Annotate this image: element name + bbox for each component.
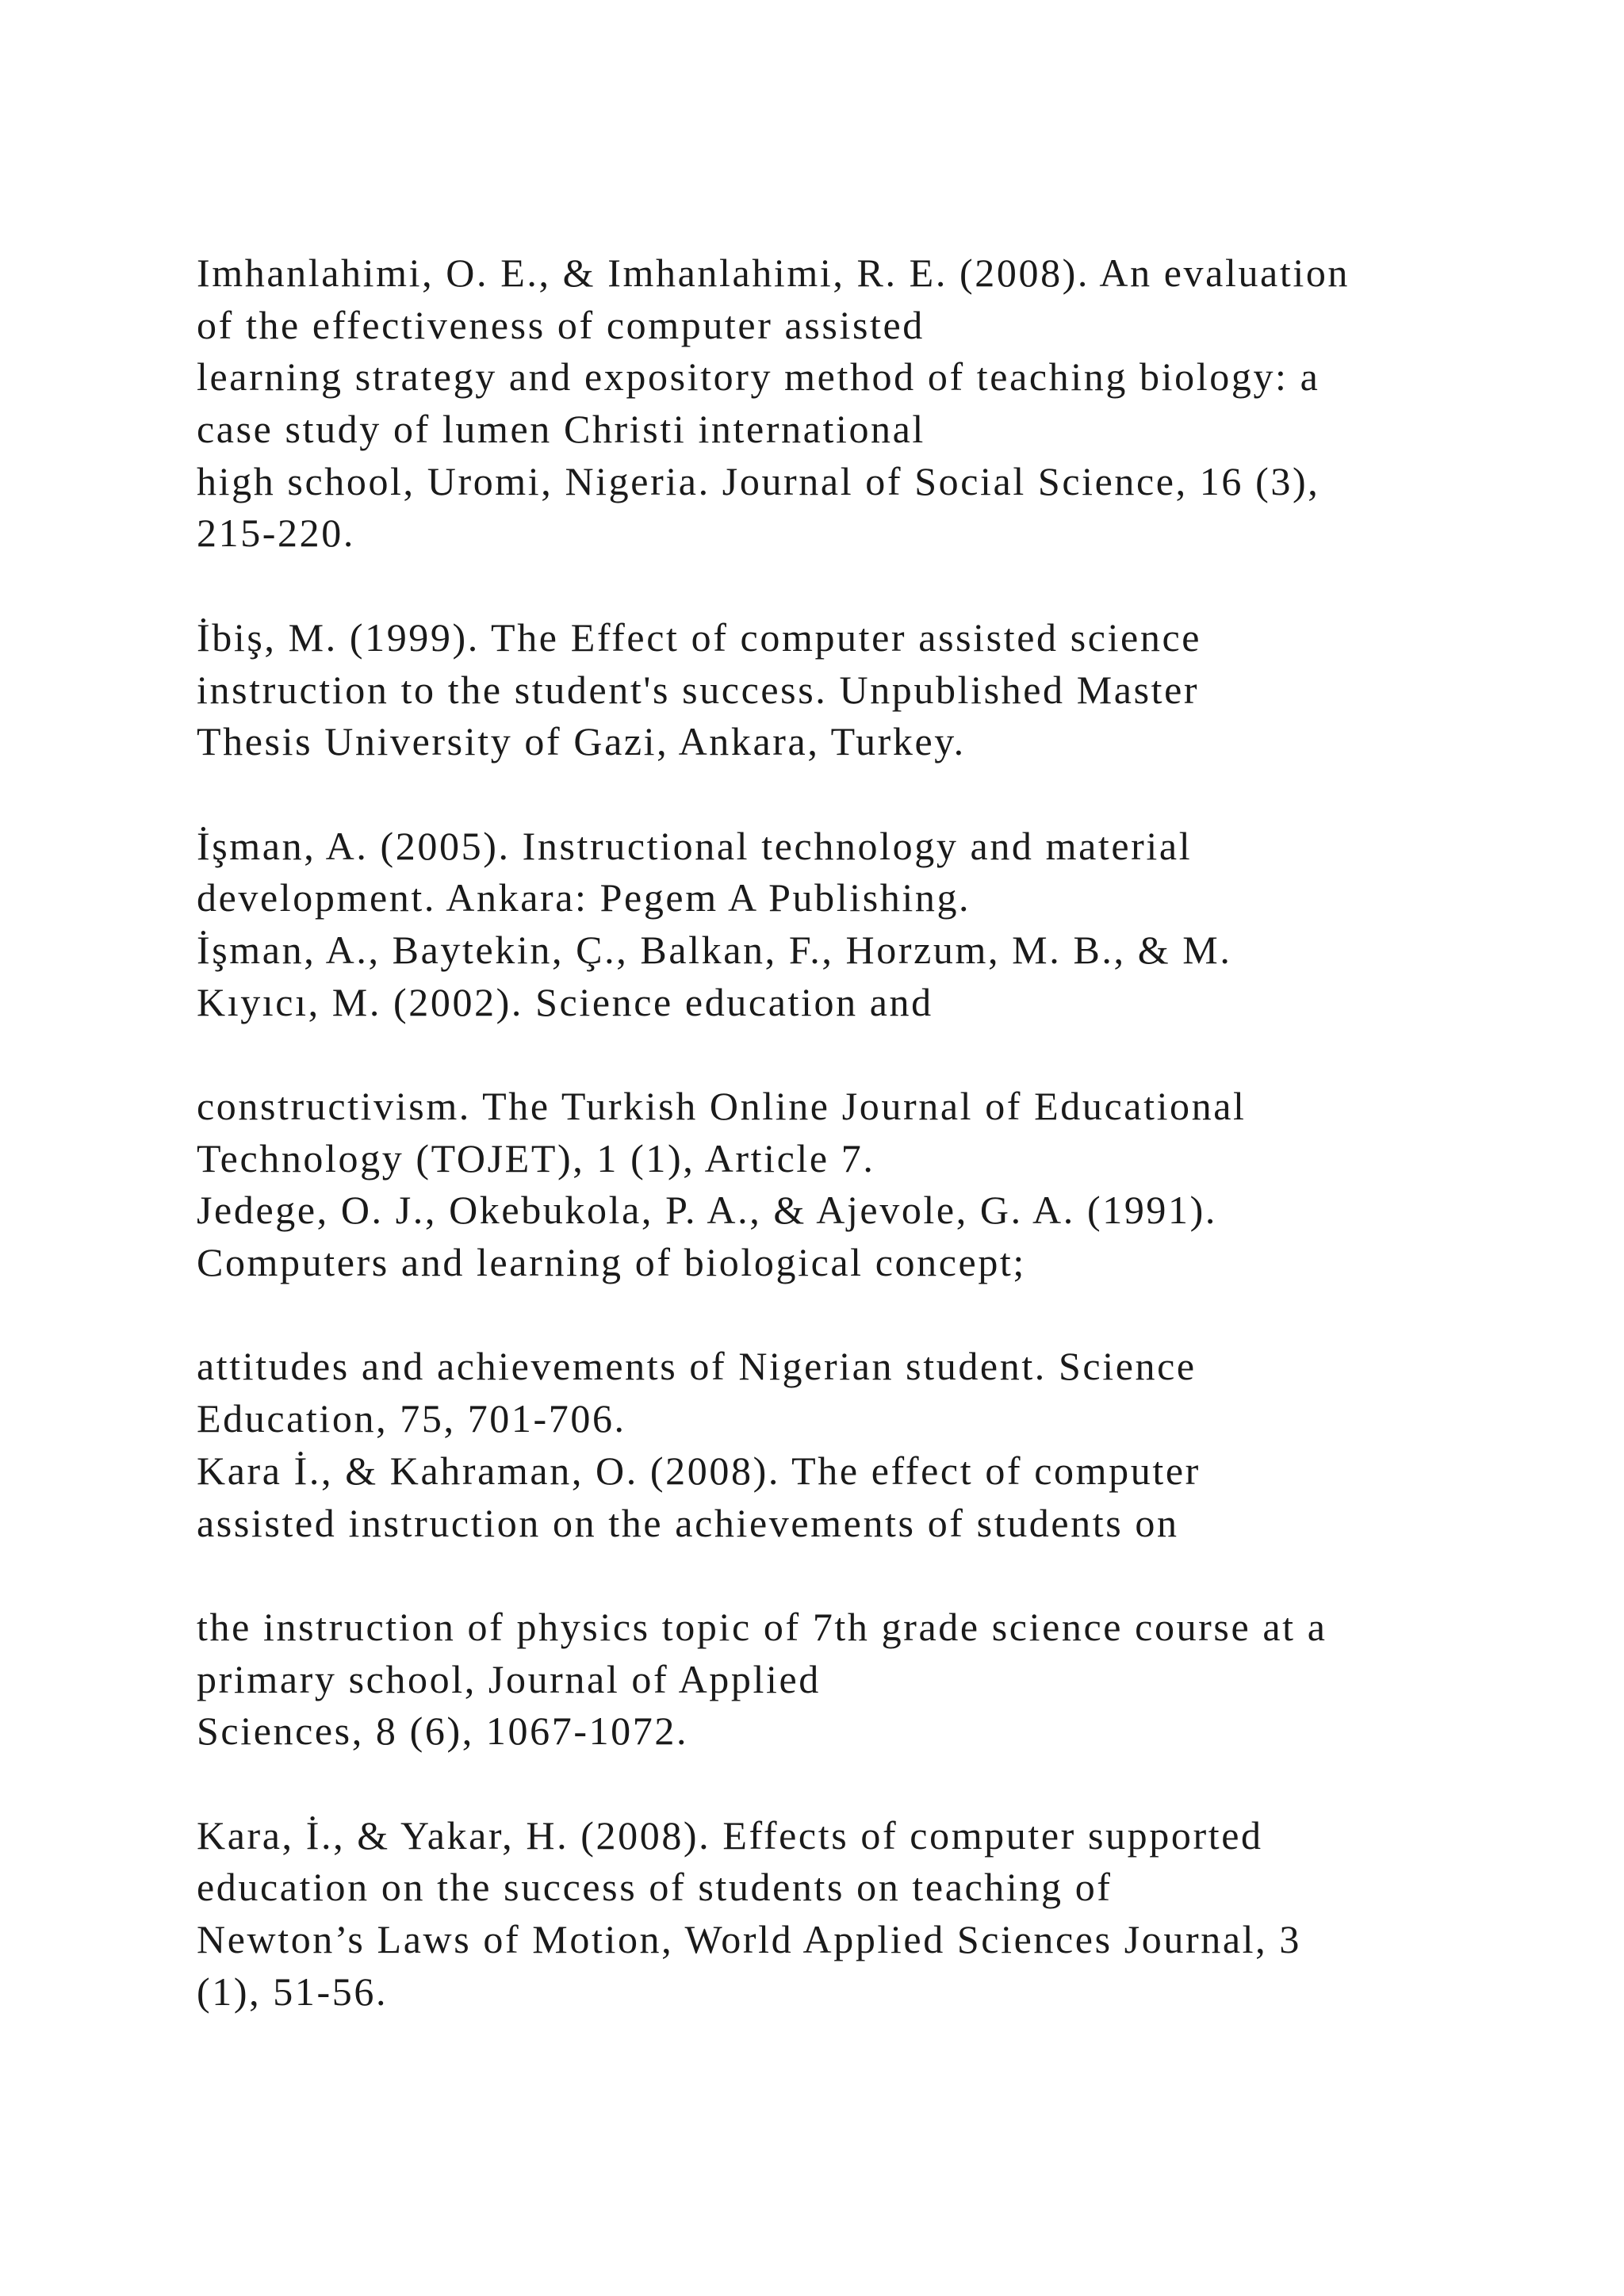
blank-line xyxy=(197,768,1545,821)
text-line: İbiş, M. (1999). The Effect of computer assisted science xyxy=(197,614,1202,660)
blank-line xyxy=(197,560,1545,612)
text-line: education on the success of students on teaching of xyxy=(197,1865,1113,1910)
text-line: Thesis University of Gazi, Ankara, Turkey. xyxy=(197,719,966,764)
text-line: Technology (TOJET), 1 (1), Article 7. xyxy=(197,1135,875,1181)
blank-line xyxy=(197,1028,1545,1081)
text-line: assisted instruction on the achievements of students on xyxy=(197,1500,1179,1545)
text-line: Sciences, 8 (6), 1067-1072. xyxy=(197,1709,689,1754)
text-line: case study of lumen Christi international xyxy=(197,407,925,452)
blank-line xyxy=(197,1758,1545,1810)
text-line: İşman, A. (2005). Instructional technology and material xyxy=(197,823,1193,868)
text-line: Education, 75, 701-706. xyxy=(197,1396,626,1441)
text-line: the instruction of physics topic of 7th grade science course at a xyxy=(197,1604,1327,1649)
text-line: Jedege, O. J., Okebukola, P. A., & Ajevole, G. A. (1991). xyxy=(197,1188,1217,1233)
text-line: (1), 51-56. xyxy=(197,1969,389,2014)
text-line: high school, Uromi, Nigeria. Journal of Social Science, 16 (3), xyxy=(197,458,1320,503)
reference-list xyxy=(197,247,1545,2018)
text-line: Kara, İ., & Yakar, H. (2008). Effects of computer supported xyxy=(197,1812,1263,1858)
text-line: attitudes and achievements of Nigerian student. Science xyxy=(197,1344,1197,1389)
blank-line xyxy=(197,1289,1545,1341)
text-line: Computers and learning of biological concept; xyxy=(197,1240,1026,1285)
text-line: İşman, A., Baytekin, Ç., Balkan, F., Horzum, M. B., & M. xyxy=(197,927,1232,972)
text-line: 215-220. xyxy=(197,511,355,556)
text-line: instruction to the student's success. Unpublished Master xyxy=(197,667,1200,712)
text-line: of the effectiveness of computer assisted xyxy=(197,302,925,347)
text-line: Imhanlahimi, O. E., & Imhanlahimi, R. E. (2008). An evaluation xyxy=(197,251,1350,295)
blank-line xyxy=(197,1549,1545,1601)
text-line: constructivism. The Turkish Online Journal of Educational xyxy=(197,1084,1247,1128)
text-line: Kıyıcı, M. (2002). Science education and xyxy=(197,979,933,1024)
text-line: primary school, Journal of Applied xyxy=(197,1656,821,1701)
text-line: Kara İ., & Kahraman, O. (2008). The effect of computer xyxy=(197,1448,1201,1493)
text-line: Newton’s Laws of Motion, World Applied Sciences Journal, 3 xyxy=(197,1917,1301,1961)
text-line: learning strategy and expository method of teaching biology: a xyxy=(197,354,1320,400)
text-line: development. Ankara: Pegem A Publishing. xyxy=(197,875,971,920)
